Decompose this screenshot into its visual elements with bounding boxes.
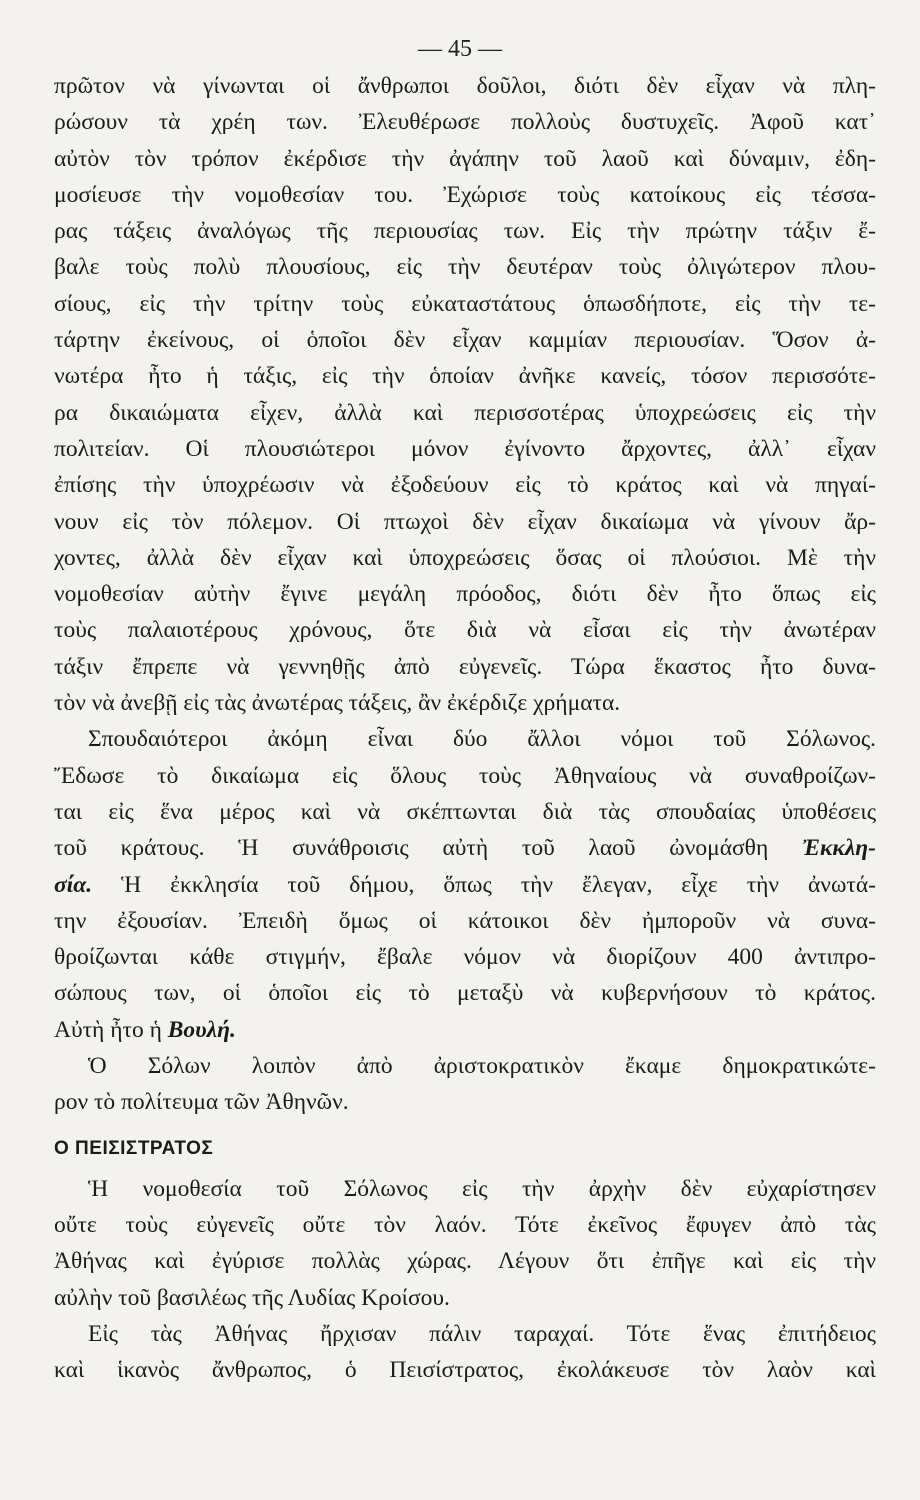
text-line: Ἀθήνας καὶ ἐγύρισε πολλὰς χώρας. Λέγουν ὅτι ἐπῆγε καὶ εἰς τὴν <box>54 1248 876 1275</box>
text-line <box>54 830 876 866</box>
text-line: την ἐξουσίαν. Ἐπειδὴ ὅμως οἱ κάτοικοι δὲν ἠμποροῦν νὰ συνα- <box>54 907 876 934</box>
text-line: ρώσουν τὰ χρέη των. Ἐλευθέρωσε πολλοὺς δυστυχεῖς. Ἀφοῦ κατ᾽ <box>54 109 876 136</box>
term-boule: Βουλή. <box>167 1016 236 1043</box>
text-segment: Ἡ ἐκκλησία τοῦ δήμου, ὅπως τὴν ἔλεγαν, εἶχε τὴν ἀνωτά- <box>92 871 876 898</box>
text-line: Ἡ νομοθεσία τοῦ Σόλωνος εἰς τὴν ἀρχὴν δὲν εὐχαρίστησεν <box>88 1175 876 1202</box>
text-line: ρας τάξεις ἀναλόγως τῆς περιουσίας των. Εἰς τὴν πρώτην τάξιν ἔ- <box>54 218 876 245</box>
text-segment: Αὐτὴ ἦτο ἡ <box>54 1016 162 1043</box>
term-ekklesia: Ἐκκλη- <box>801 835 877 862</box>
text-line: τὸν νὰ ἀνεβῇ εἰς τὰς ἀνωτέρας τάξεις, ἂν ἐκέρδιζε χρήματα. <box>54 690 621 717</box>
text-line: οὔτε τοὺς εὐγενεῖς οὔτε τὸν λαόν. Τότε ἐκεῖνος ἔφυγεν ἀπὸ τὰς <box>54 1211 876 1238</box>
text-line <box>54 867 876 903</box>
text-line: καὶ ἱκανὸς ἄνθρωπος, ὁ Πεισίστρατος, ἐκολάκευσε τὸν λαὸν καὶ <box>54 1357 876 1384</box>
text-line: Εἰς τὰς Ἀθήνας ἤρχισαν πάλιν ταραχαί. Τότε ἕνας ἐπιτήδειος <box>88 1320 876 1347</box>
text-line: σώπους των, οἱ ὁποῖοι εἰς τὸ μεταξὺ νὰ κυβερνήσουν τὸ κράτος. <box>54 980 876 1007</box>
section-heading: Ο ΠΕΙΣΙΣΤΡΑΤΟΣ <box>54 1137 214 1159</box>
text-line: Ὁ Σόλων λοιπὸν ἀπὸ ἀριστοκρατικὸν ἔκαμε δημοκρατικώτε- <box>88 1053 876 1080</box>
page-number: — 45 — <box>418 36 502 62</box>
body-text <box>54 68 876 1388</box>
text-line: νουν εἰς τὸν πόλεμον. Οἱ πτωχοὶ δὲν εἶχαν δικαίωμα νὰ γίνουν ἄρ- <box>54 508 876 535</box>
text-line: Σπουδαιότεροι ἀκόμη εἶναι δύο ἄλλοι νόμοι τοῦ Σόλωνος. <box>88 726 876 753</box>
text-line: ἐπίσης τὴν ὑποχρέωσιν νὰ ἐξοδεύουν εἰς τὸ κράτος καὶ νὰ πηγαί- <box>54 472 876 499</box>
text-line: ρα δικαιώματα εἶχεν, ἀλλὰ καὶ περισσοτέρας ὑποχρεώσεις εἰς τὴν <box>54 399 876 426</box>
text-line: νωτέρα ἦτο ἡ τάξις, εἰς τὴν ὁποίαν ἀνῆκε κανείς, τόσον περισσότε- <box>54 363 876 390</box>
text-line: μοσίευσε τὴν νομοθεσίαν του. Ἐχώρισε τοὺς κατοίκους εἰς τέσσα- <box>54 181 876 208</box>
text-line: βαλε τοὺς πολὺ πλουσίους, εἰς τὴν δευτέραν τοὺς ὀλιγώτερον πλου- <box>54 254 876 281</box>
text-line: πολιτείαν. Οἱ πλουσιώτεροι μόνον ἐγίνοντο ἄρχοντες, ἀλλ᾽ εἶχαν <box>54 435 876 462</box>
text-line <box>54 1012 876 1048</box>
text-line: αὐτὸν τὸν τρόπον ἐκέρδισε τὴν ἀγάπην τοῦ λαοῦ καὶ δύναμιν, ἐδη- <box>54 145 876 172</box>
text-line: πρῶτον νὰ γίνωνται οἱ ἄνθρωποι δοῦλοι, διότι δὲν εἶχαν νὰ πλη- <box>54 73 876 99</box>
text-line: ται εἰς ἕνα μέρος καὶ νὰ σκέπτωνται διὰ τὰς σπουδαίας ὑποθέσεις <box>54 798 876 825</box>
text-segment: τοῦ κράτους. Ἡ συνάθροισις αὐτὴ τοῦ λαοῦ ὠνομάσθη <box>54 835 769 862</box>
text-line: νομοθεσίαν αὐτὴν ἔγινε μεγάλη πρόοδος, διότι δὲν ἦτο ὅπως εἰς <box>54 581 876 608</box>
text-line: τάρτην ἐκείνους, οἱ ὁποῖοι δὲν εἶχαν καμμίαν περιουσίαν. Ὅσον ἀ- <box>54 327 876 354</box>
text-line: σίους, εἰς τὴν τρίτην τοὺς εὐκαταστάτους ὁπωσδήποτε, εἰς τὴν τε- <box>54 290 876 317</box>
text-line: τάξιν ἔπρεπε νὰ γεννηθῇς ἀπὸ εὐγενεῖς. Τώρα ἕκαστος ἦτο δυνα- <box>54 653 876 680</box>
text-line: Ἔδωσε τὸ δικαίωμα εἰς ὅλους τοὺς Ἀθηναίους νὰ συναθροίζων- <box>54 762 876 789</box>
text-line: τοὺς παλαιοτέρους χρόνους, ὅτε διὰ νὰ εἶσαι εἰς τὴν ἀνωτέραν <box>54 617 876 644</box>
text-line: ρον τὸ πολίτευμα τῶν Ἀθηνῶν. <box>54 1089 349 1116</box>
text-line: θροίζωνται κάθε στιγμήν, ἔβαλε νόμον νὰ διορίζουν 400 ἀντιπρο- <box>54 944 876 971</box>
text-line: χοντες, ἀλλὰ δὲν εἶχαν καὶ ὑποχρεώσεις ὅσας οἱ πλούσιοι. Μὲ τὴν <box>54 544 876 571</box>
term-ekklesia-end: σία. <box>54 871 93 898</box>
text-line: αὐλὴν τοῦ βασιλέως τῆς Λυδίας Κροίσου. <box>54 1284 450 1311</box>
